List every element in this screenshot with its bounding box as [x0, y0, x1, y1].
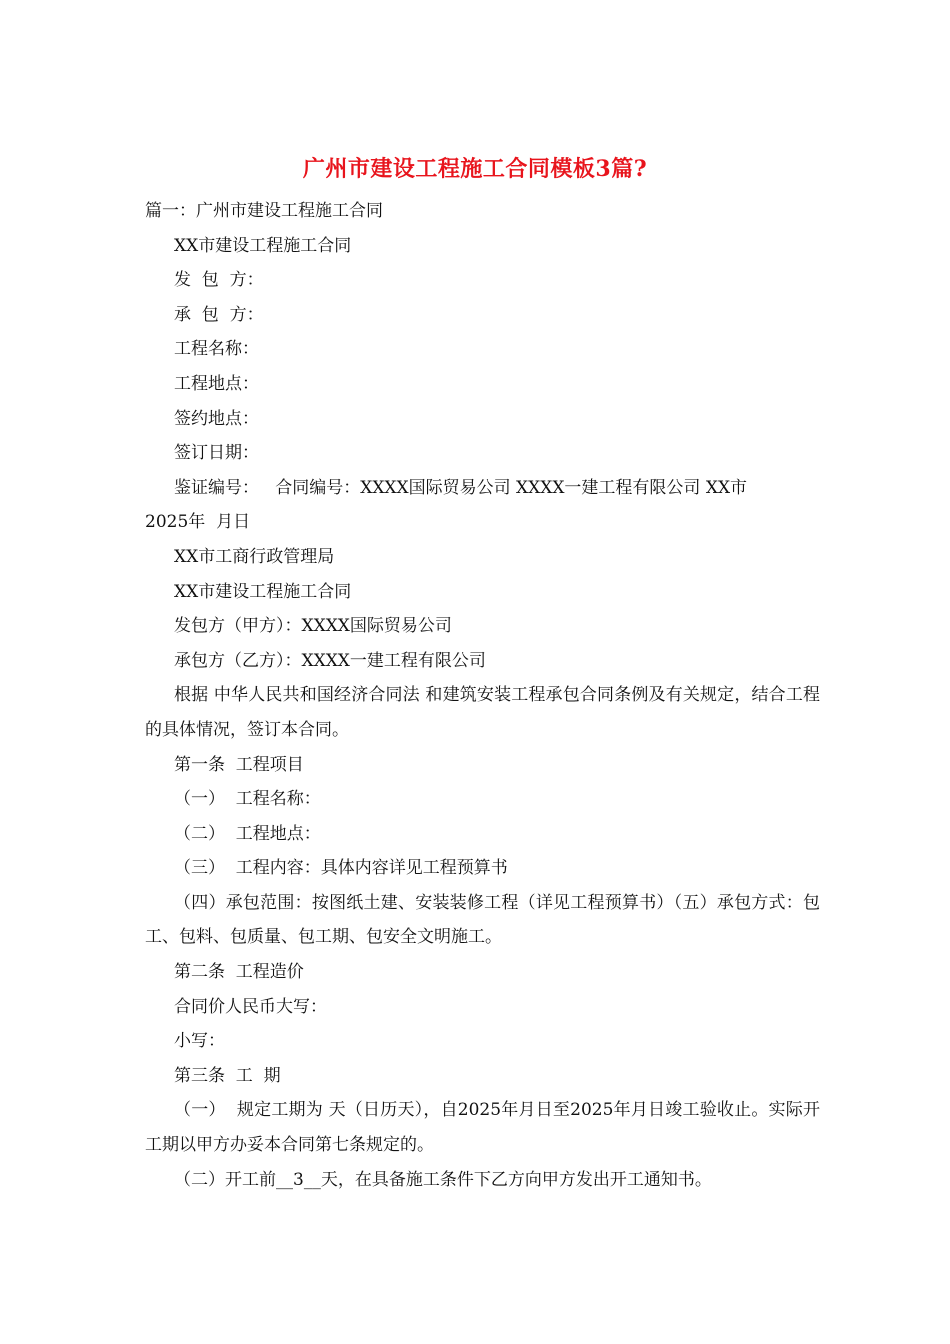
field-project-location: 工程地点： — [174, 373, 259, 394]
field-employer: 发 包 方： — [174, 270, 264, 291]
preamble-paragraph: 根据 中华人民共和国经济合同法 和建筑安装工程承包合同条例及有关规定，结合工程的具体情况，签订本合同。 — [145, 685, 820, 740]
field-contractor: 承 包 方： — [174, 304, 264, 325]
date-line: 2025年 月日 — [145, 512, 251, 533]
field-verification-number: 鉴证编号： 合同编号：XXXX国际贸易公司 XXXX一建工程有限公司 XX市 — [174, 477, 748, 498]
document-body — [145, 194, 820, 1197]
section-heading: 篇一：广州市建设工程施工合同 — [145, 201, 383, 221]
article-1-item-1: （一） 工程名称： — [174, 789, 321, 810]
article-1-item-3: （三） 工程内容：具体内容详见工程预算书 — [174, 858, 508, 879]
contract-price-lowercase: 小写： — [174, 1031, 225, 1052]
contract-price-uppercase: 合同价人民币大写： — [174, 996, 327, 1017]
contract-name: XX市建设工程施工合同 — [174, 235, 352, 256]
field-signing-location: 签约地点： — [174, 408, 259, 429]
article-1-heading: 第一条 工程项目 — [174, 754, 304, 775]
field-project-name: 工程名称： — [174, 339, 259, 360]
article-1-item-2: （二） 工程地点： — [174, 823, 321, 844]
article-2-heading: 第二条 工程造价 — [174, 962, 304, 983]
article-3-item-1: （一） 规定工期为 天（日历天），自2025年月日至2025年月日竣工验收止。实际开工期以甲方办妥本合同第七条规定的。 — [145, 1100, 820, 1156]
party-a: 发包方（甲方）：XXXX国际贸易公司 — [174, 616, 452, 637]
field-signing-date: 签订日期： — [174, 443, 259, 464]
party-b: 承包方（乙方）：XXXX一建工程有限公司 — [174, 650, 486, 671]
article-3-item-2: （二）开工前__3__天，在具备施工条件下乙方向甲方发出开工通知书。 — [174, 1169, 712, 1190]
article-1-item-4-5: （四）承包范围：按图纸土建、安装装修工程（详见工程预算书）（五）承包方式：包工、包料、包质量、包工期、包安全文明施工。 — [145, 892, 820, 948]
contract-name-repeat: XX市建设工程施工合同 — [174, 581, 352, 602]
issuing-authority: XX市工商行政管理局 — [174, 546, 335, 567]
document-title: 广州市建设工程施工合同模板3篇? — [302, 156, 648, 182]
article-3-heading: 第三条 工 期 — [174, 1065, 281, 1086]
